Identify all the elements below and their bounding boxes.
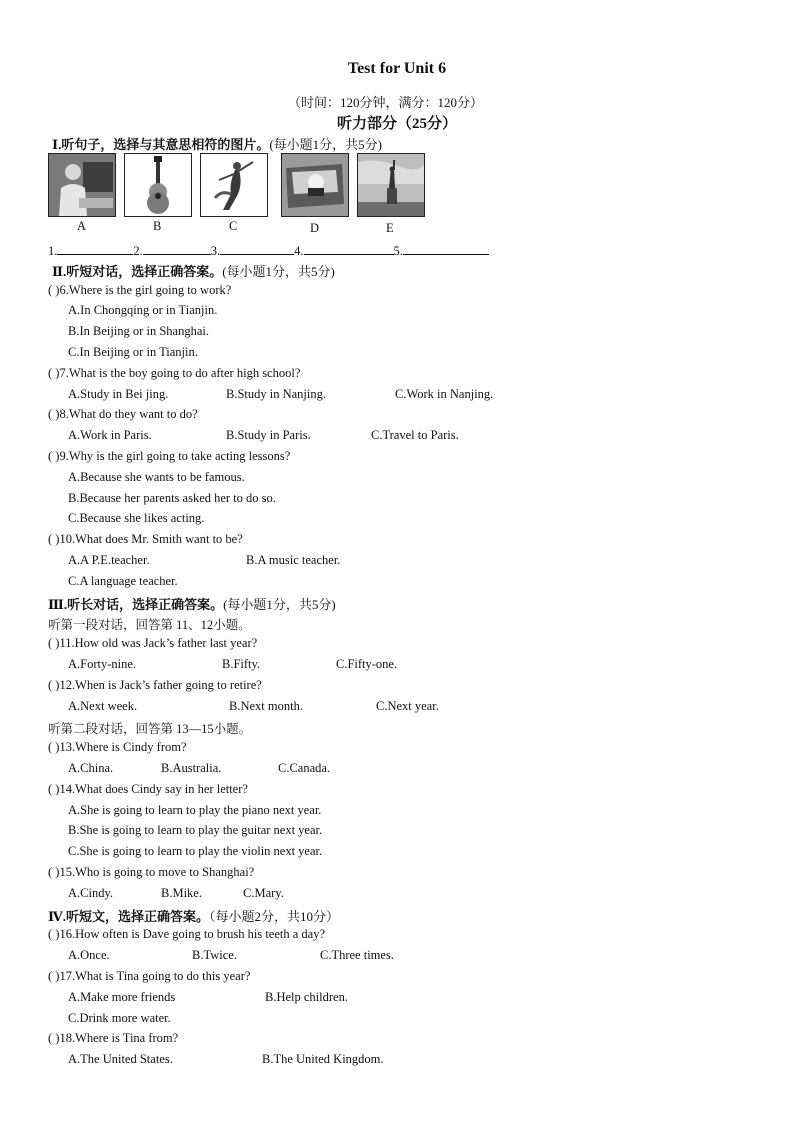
answer-blanks-row: 1. 2. 3. 4. 5. bbox=[48, 242, 489, 259]
question-12-stem: ( )12.When is Jack’s father going to retire? bbox=[48, 678, 262, 692]
question-9-option-b: B.Because her parents asked her to do so. bbox=[68, 491, 276, 505]
question-17-option-a: A.Make more friends bbox=[68, 990, 176, 1004]
question-16-option-c: C.Three times. bbox=[320, 948, 394, 962]
section-1-heading: Ⅰ.听句子，选择与其意思相符的图片。(每小题1分，共5分) bbox=[52, 137, 383, 152]
teacher-image bbox=[49, 154, 115, 216]
question-17-stem: ( )17.What is Tina going to do this year? bbox=[48, 969, 251, 983]
statue-of-liberty-image bbox=[358, 154, 424, 216]
question-13-stem: ( )13.Where is Cindy from? bbox=[48, 740, 187, 754]
question-6-stem: ( )6.Where is the girl going to work? bbox=[48, 283, 232, 297]
question-10-stem: ( )10.What does Mr. Smith want to be? bbox=[48, 532, 243, 546]
question-13-option-a: A.China. bbox=[68, 761, 114, 775]
question-8-option-a: A.Work in Paris. bbox=[68, 428, 152, 442]
picture-c bbox=[200, 153, 268, 217]
question-9-option-a: A.Because she wants to be famous. bbox=[68, 470, 245, 484]
question-12-option-c: C.Next year. bbox=[376, 699, 439, 713]
question-10-option-a: A.A P.E.teacher. bbox=[68, 553, 150, 567]
page-title: Test for Unit 6 bbox=[347, 60, 447, 77]
question-6-option-a: A.In Chongqing or in Tianjin. bbox=[68, 303, 218, 317]
picture-label-b: B bbox=[153, 219, 162, 233]
question-17-option-b: B.Help children. bbox=[265, 990, 348, 1004]
question-13-option-c: C.Canada. bbox=[278, 761, 331, 775]
question-18-option-a: A.The United States. bbox=[68, 1052, 173, 1066]
section-4-heading: Ⅳ.听短文，选择正确答案。（每小题2分，共10分） bbox=[48, 909, 340, 924]
picture-label-a: A bbox=[77, 219, 87, 233]
section-2-heading: Ⅱ.听短对话，选择正确答案。(每小题1分，共5分) bbox=[52, 264, 335, 279]
exam-time-score: （时间：120分钟，满分：120分） bbox=[288, 95, 484, 110]
question-14-option-c: C.She is going to learn to play the violin next year. bbox=[68, 844, 323, 858]
answer-blank-3[interactable] bbox=[220, 242, 294, 255]
picture-d bbox=[281, 153, 349, 217]
question-10-option-b: B.A music teacher. bbox=[246, 553, 341, 567]
listening-part-title: 听力部分（25分） bbox=[336, 116, 457, 132]
section-3-heading: Ⅲ.听长对话，选择正确答案。(每小题1分，共5分) bbox=[48, 597, 336, 612]
question-11-stem: ( )11.How old was Jack’s father last year? bbox=[48, 636, 258, 650]
picture-label-c: C bbox=[229, 219, 238, 233]
picture-e bbox=[357, 153, 425, 217]
answer-blank-2[interactable] bbox=[143, 242, 211, 255]
question-16-option-b: B.Twice. bbox=[192, 948, 237, 962]
dialog-1-note: 听第一段对话，回答第 11、12小题。 bbox=[48, 618, 251, 632]
question-6-option-b: B.In Beijing or in Shanghai. bbox=[68, 324, 209, 338]
question-9-option-c: C.Because she likes acting. bbox=[68, 511, 205, 525]
question-17-option-c: C.Drink more water. bbox=[68, 1011, 171, 1025]
question-15-option-a: A.Cindy. bbox=[68, 886, 114, 900]
guitar-image bbox=[125, 154, 191, 216]
question-12-option-a: A.Next week. bbox=[68, 699, 138, 713]
question-11-option-c: C.Fifty-one. bbox=[336, 657, 398, 671]
picture-b bbox=[124, 153, 192, 217]
question-9-stem: ( )9.Why is the girl going to take acting lessons? bbox=[48, 449, 291, 463]
question-10-option-c: C.A language teacher. bbox=[68, 574, 178, 588]
answer-blank-4[interactable] bbox=[304, 242, 394, 255]
dialog-2-note: 听第二段对话，回答第 13—15小题。 bbox=[48, 722, 252, 736]
question-7-option-a: A.Study in Bei jing. bbox=[68, 387, 169, 401]
question-16-option-a: A.Once. bbox=[68, 948, 110, 962]
question-7-option-c: C.Work in Nanjing. bbox=[395, 387, 494, 401]
question-14-stem: ( )14.What does Cindy say in her letter? bbox=[48, 782, 248, 796]
question-14-option-a: A.She is going to learn to play the piano next year. bbox=[68, 803, 322, 817]
question-18-option-b: B.The United Kingdom. bbox=[262, 1052, 384, 1066]
question-18-stem: ( )18.Where is Tina from? bbox=[48, 1031, 179, 1045]
question-8-option-b: B.Study in Paris. bbox=[226, 428, 311, 442]
question-15-stem: ( )15.Who is going to move to Shanghai? bbox=[48, 865, 255, 879]
question-11-option-b: B.Fifty. bbox=[222, 657, 261, 671]
answer-blank-1[interactable] bbox=[57, 242, 133, 255]
question-7-option-b: B.Study in Nanjing. bbox=[226, 387, 327, 401]
question-13-option-b: B.Australia. bbox=[161, 761, 222, 775]
question-15-option-c: C.Mary. bbox=[243, 886, 284, 900]
question-7-stem: ( )7.What is the boy going to do after high school? bbox=[48, 366, 301, 380]
picture-label-d: D bbox=[310, 221, 320, 235]
answer-blank-5[interactable] bbox=[403, 242, 489, 255]
question-8-option-c: C.Travel to Paris. bbox=[371, 428, 459, 442]
question-11-option-a: A.Forty-nine. bbox=[68, 657, 137, 671]
dancer-image bbox=[201, 154, 267, 216]
question-8-stem: ( )8.What do they want to do? bbox=[48, 407, 198, 421]
question-14-option-b: B.She is going to learn to play the guitar next year. bbox=[68, 823, 323, 837]
picture-label-e: E bbox=[386, 221, 394, 235]
question-12-option-b: B.Next month. bbox=[229, 699, 303, 713]
question-16-stem: ( )16.How often is Dave going to brush his teeth a day? bbox=[48, 927, 326, 941]
question-15-option-b: B.Mike. bbox=[161, 886, 202, 900]
picture-a bbox=[48, 153, 116, 217]
car-driver-image bbox=[282, 154, 348, 216]
question-6-option-c: C.In Beijing or in Tianjin. bbox=[68, 345, 198, 359]
